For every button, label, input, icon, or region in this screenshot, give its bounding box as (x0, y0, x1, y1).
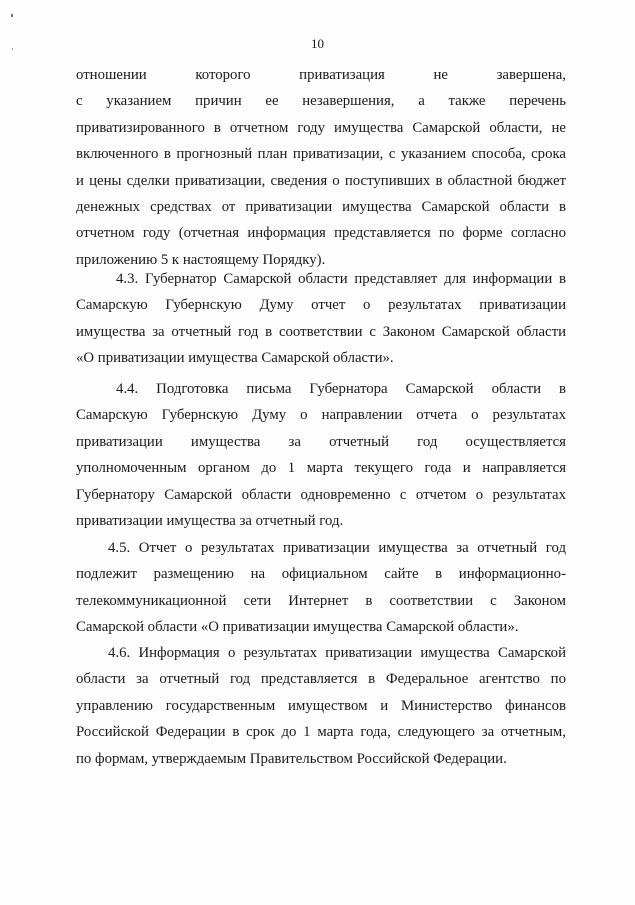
page-number: 10 (311, 36, 324, 51)
text-line: и цены сделки приватизации, сведения о поступивших в областной бюджет (76, 172, 566, 189)
text-line: Губернатору Самарской области одновременно с отчетом о результатах (76, 486, 566, 503)
text-line: 4.3. Губернатор Самарской области представляет для информации в (116, 271, 566, 287)
text-line: Самарскую Губернскую Думу о направлении отчета о результатах (76, 407, 566, 424)
text-line: 4.6. Информация о результатах приватизации имущества Самарской (108, 645, 566, 661)
text-line: отчетном году (отчетная информация представляется по форме согласно (76, 225, 566, 242)
text-line: уполномоченным органом до 1 марта текущего года и направляется (76, 460, 566, 477)
text-line: телекоммуникационной сети Интернет в соответствии с Законом (76, 592, 566, 609)
paragraph-4-6 (76, 640, 566, 772)
text-line: «О приватизации имущества Самарской области». (76, 350, 394, 367)
text-line: отношении которого приватизация не завершена, (76, 67, 566, 83)
text-line: приватизированного в отчетном году имущества Самарской области, не (76, 119, 566, 136)
text-line: приложению 5 к настоящему Порядку). (76, 251, 326, 268)
text-line: Российской Федерации в срок до 1 марта года, следующего за отчетным, (76, 724, 566, 741)
text-line: управлению государственным имуществом и Министерство финансов (76, 697, 566, 714)
text-line: Самарской области «О приватизации имущества Самарской области». (76, 619, 519, 636)
text-line: области за отчетный год представляется в Федеральное агентство по (76, 671, 566, 688)
text-line: имущества за отчетный год в соответствии с Законом Самарской области (76, 323, 566, 340)
text-line: приватизации имущества за отчетный год осуществляется (76, 433, 566, 450)
text-line: с указанием причин ее незавершения, а также перечень (76, 93, 566, 110)
text-line: Самарскую Губернскую Думу отчет о результатах приватизации (76, 297, 566, 314)
text-line: по формам, утверждаемым Правительством Российской Федерации. (76, 750, 507, 767)
paragraph-4-4 (76, 376, 566, 534)
text-line: 4.5. Отчет о результатах приватизации имущества за отчетный год (108, 540, 566, 556)
paragraph-continuation (76, 62, 566, 273)
text-line: включенного в прогнозный план приватизации, с указанием способа, срока (76, 146, 566, 163)
text-line: денежных средствах от приватизации имущества Самарской области в (76, 199, 566, 216)
paragraph-4-3 (76, 266, 566, 372)
text-line: приватизации имущества за отчетный год. (76, 513, 344, 530)
text-line: 4.4. Подготовка письма Губернатора Самарской области в (116, 381, 566, 397)
paragraph-4-5 (76, 535, 566, 641)
text-line: подлежит размещению на официальном сайте в информационно- (76, 566, 566, 583)
scan-speck (11, 14, 13, 17)
